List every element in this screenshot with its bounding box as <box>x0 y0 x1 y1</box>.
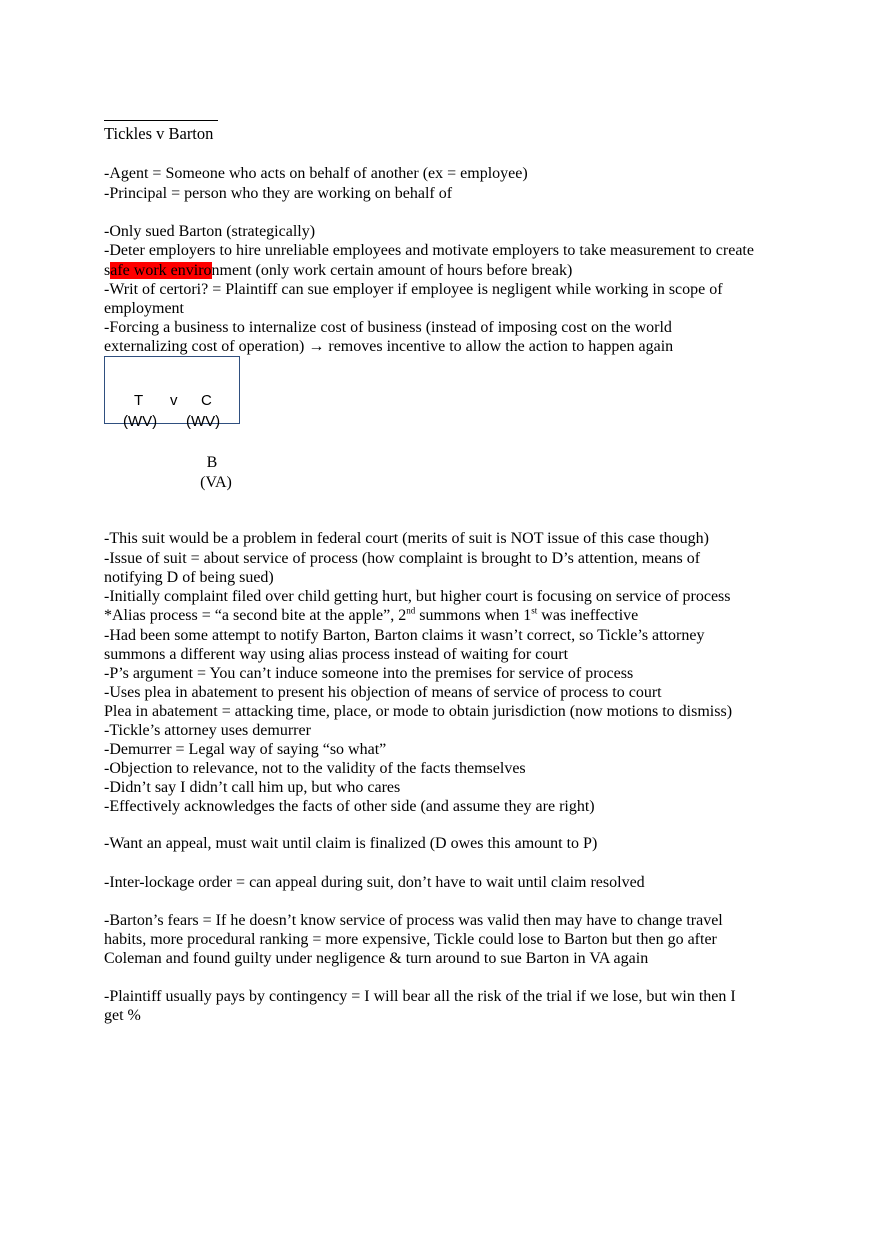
note-line: -Effectively acknowledges the facts of other side (and assume they are right) <box>104 798 595 815</box>
text-fragment: summons when 1 <box>415 607 532 624</box>
superscript: nd <box>406 605 416 616</box>
note-line: -This suit would be a problem in federal court (merits of suit is NOT issue of this case though) <box>104 530 709 547</box>
note-line: -Demurrer = Legal way of saying “so what” <box>104 741 387 758</box>
note-line-alias <box>104 606 638 625</box>
text-fragment: *Alias process = “a second bite at the apple”, 2 <box>104 607 407 624</box>
definition-principal: -Principal = person who they are working on behalf of <box>104 185 453 202</box>
note-line: -Uses plea in abatement to present his objection of means of service of process to court <box>104 684 662 701</box>
note-line-appeal: -Want an appeal, must wait until claim is finalized (D owes this amount to P) <box>104 835 598 852</box>
note-line: Plea in abatement = attacking time, place, or mode to obtain jurisdiction (now motions to dismiss) <box>104 703 733 720</box>
note-line: summons a different way using alias process instead of waiting for court <box>104 646 569 663</box>
definition-agent: -Agent = Someone who acts on behalf of another (ex = employee) <box>104 165 528 182</box>
note-line: -Initially complaint filed over child getting hurt, but higher court is focusing on service of process <box>104 588 731 605</box>
note-line-interlock: -Inter-lockage order = can appeal during suit, don’t have to wait until claim resolved <box>104 874 645 891</box>
diagram-party-t: T <box>134 392 144 409</box>
note-line: -Forcing a business to internalize cost of business (instead of imposing cost on the world <box>104 319 672 336</box>
note-line: -Objection to relevance, not to the validity of the facts themselves <box>104 760 526 777</box>
note-line: -Barton’s fears = If he doesn’t know service of process was valid then may have to change travel <box>104 912 723 929</box>
diagram-versus: v <box>170 392 178 409</box>
note-line: notifying D of being sued) <box>104 569 274 586</box>
text-fragment: nment (only work certain amount of hours before break) <box>211 262 573 279</box>
note-line: habits, more procedural ranking = more expensive, Tickle could lose to Barton but then go after <box>104 931 717 948</box>
highlighted-text: afe work enviro <box>110 262 212 279</box>
diagram-party-b: B <box>206 454 218 471</box>
note-line-highlighted <box>104 261 572 280</box>
note-line: -Had been some attempt to notify Barton, Barton claims it wasn’t correct, so Tickle’s attorney <box>104 627 705 644</box>
note-line: Coleman and found guilty under negligence & turn around to sue Barton in VA again <box>104 950 649 967</box>
note-line: employment <box>104 300 184 317</box>
note-line: -Plaintiff usually pays by contingency = I will bear all the risk of the trial if we lose, but win then I <box>104 988 736 1005</box>
diagram-c-state: (WV) <box>186 413 221 430</box>
superscript: st <box>531 605 538 616</box>
diagram-b-state: (VA) <box>200 474 232 491</box>
note-line: -Writ of certori? = Plaintiff can sue employer if employee is negligent while working in scope of <box>104 281 723 298</box>
text-fragment: s <box>104 262 111 279</box>
note-line: -Tickle’s attorney uses demurrer <box>104 722 311 739</box>
note-line-arrow <box>104 337 673 356</box>
title-rule <box>104 120 218 121</box>
note-line: -Issue of suit = about service of process (how complaint is brought to D’s attention, means of <box>104 550 701 567</box>
note-line: -Didn’t say I didn’t call him up, but who cares <box>104 779 401 796</box>
note-line: -P’s argument = You can’t induce someone into the premises for service of process <box>104 665 634 682</box>
diagram-party-c: C <box>201 392 212 409</box>
page-title: Tickles v Barton <box>104 124 214 143</box>
right-arrow-icon: → <box>308 338 325 355</box>
text-fragment: externalizing cost of operation) <box>104 338 309 355</box>
diagram-t-state: (WV) <box>123 413 158 430</box>
text-fragment: removes incentive to allow the action to happen again <box>324 338 674 355</box>
note-line: -Only sued Barton (strategically) <box>104 223 316 240</box>
note-line: -Deter employers to hire unreliable employees and motivate employers to take measurement to create <box>104 242 754 259</box>
note-line: get % <box>104 1007 141 1024</box>
text-fragment: was ineffective <box>537 607 639 624</box>
